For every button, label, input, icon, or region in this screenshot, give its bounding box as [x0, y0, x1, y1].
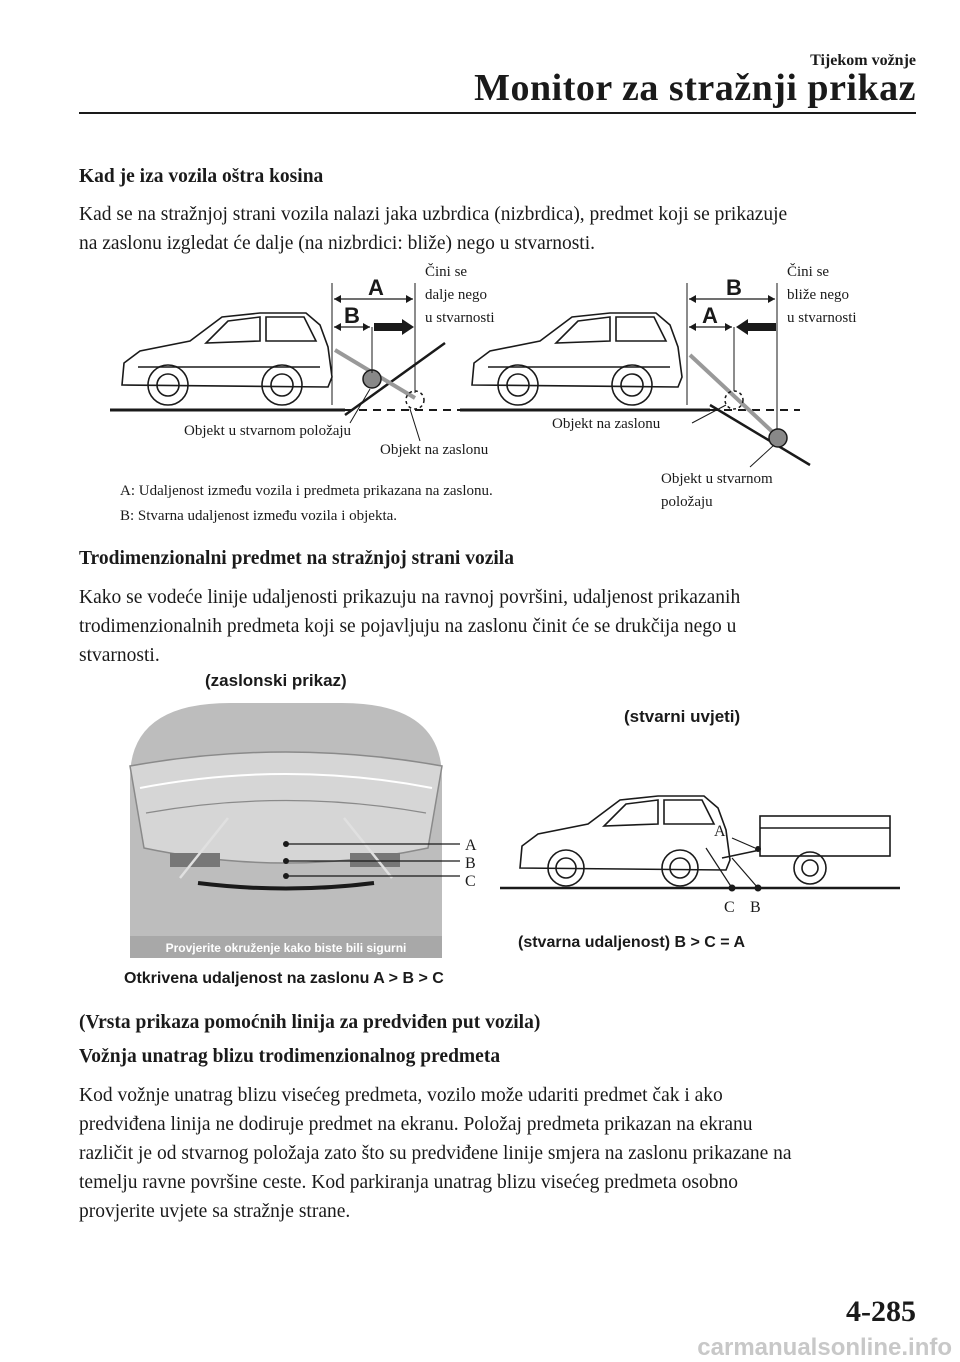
- label-object-screen: Objekt na zaslonu: [380, 442, 489, 458]
- paragraph-3d-object: [79, 583, 929, 670]
- left-note-line: u stvarnosti: [425, 310, 495, 326]
- real-title: (stvarni uvjeti): [624, 707, 741, 726]
- right-note-line: bliže nego: [787, 287, 850, 303]
- legend-a: A: Udaljenost između vozila i predmeta prikazana na zaslonu.: [120, 483, 493, 499]
- paragraph-slope: [79, 200, 929, 258]
- paragraph-line: na zaslonu izgledat će dalje (na nizbrdici: bliže) nego u stvarnosti.: [79, 233, 596, 254]
- real-label-a: A: [714, 823, 726, 840]
- uphill-slope: [345, 343, 445, 415]
- real-label-b: B: [750, 899, 761, 916]
- paragraph-line: Kako se vodeće linije udaljenosti prikazuju na ravnoj površini, udaljenost prikazanih: [79, 587, 741, 608]
- trailer: [722, 816, 890, 884]
- label-object-real: položaju: [661, 494, 713, 510]
- left-car: [122, 313, 332, 405]
- page-number: 4-285: [846, 1295, 916, 1328]
- page-title: Monitor za stražnji prikaz: [474, 67, 916, 109]
- section-title: Tijekom vožnje: [810, 52, 916, 69]
- paragraph-line: predviđena linija ne dodiruje predmet na ekranu. Položaj predmeta prikazan na ekranu: [79, 1114, 753, 1135]
- object-real-marker: [769, 429, 787, 447]
- right-note-line: u stvarnosti: [787, 310, 857, 326]
- paragraph-line: Kod vožnje unatrag blizu visećeg predmeta, vozilo može udariti predmet čak i ako: [79, 1085, 723, 1106]
- screen-vs-real-figure: [110, 668, 910, 998]
- paragraph-line: trodimenzionalnih predmeta koji se pojavljuju na zaslonu činit će se drukčija nego u: [79, 616, 737, 637]
- screen-warning: Provjerite okruženje kako biste bili sigurni: [165, 941, 407, 955]
- header-rule: [79, 112, 916, 114]
- downhill-slope: [710, 405, 810, 465]
- real-car: [520, 796, 730, 886]
- letter-b: B: [344, 303, 360, 328]
- letter-a: A: [368, 275, 384, 300]
- label-object-screen: Objekt na zaslonu: [552, 416, 661, 432]
- watermark[interactable]: carmanualsonline.info: [697, 1334, 952, 1361]
- slope-figure: [110, 255, 900, 530]
- screen-caption: Otkrivena udaljenost na zaslonu A > B > C: [124, 970, 444, 987]
- real-label-c: C: [724, 899, 735, 916]
- paragraph-reversing: [79, 1081, 929, 1226]
- paragraph-line: provjerite uvjete sa stražnje strane.: [79, 1201, 351, 1222]
- letter-a: A: [702, 303, 718, 328]
- paragraph-line: temelju ravne površine ceste. Kod parkiranja unatrag blizu visećeg predmeta osobno: [79, 1172, 738, 1193]
- real-caption: (stvarna udaljenost) B > C = A: [518, 934, 746, 951]
- heading-slope: Kad je iza vozila oštra kosina: [79, 166, 324, 187]
- paragraph-line: stvarnosti.: [79, 645, 160, 666]
- heading-3d-object: Trodimenzionalni predmet na stražnjoj strani vozila: [79, 548, 514, 569]
- label-object-real: Objekt u stvarnom: [661, 471, 773, 487]
- screen-title: (zaslonski prikaz): [205, 671, 347, 690]
- screen-label-b: B: [465, 855, 476, 872]
- letter-b: B: [726, 275, 742, 300]
- heading-guide-type: (Vrsta prikaza pomoćnih linija za predviđen put vozila): [79, 1012, 541, 1033]
- screen-label-a: A: [465, 837, 477, 854]
- left-note-line: Čini se: [425, 264, 468, 280]
- label-object-real: Objekt u stvarnom položaju: [184, 423, 352, 439]
- right-car: [472, 313, 682, 405]
- heading-reversing: Vožnja unatrag blizu trodimenzionalnog predmeta: [79, 1046, 501, 1067]
- paragraph-line: Kad se na stražnjoj strani vozila nalazi jaka uzbrdica (nizbrdica), predmet koji se prikazuje: [79, 204, 788, 225]
- screen-label-c: C: [465, 873, 476, 890]
- legend-b: B: Stvarna udaljenost između vozila i objekta.: [120, 508, 398, 524]
- left-note-line: dalje nego: [425, 287, 488, 303]
- right-note-line: Čini se: [787, 264, 830, 280]
- paragraph-line: različit je od stvarnog položaja zato što su predviđene linije smjera na zaslonu prikazane na: [79, 1143, 792, 1164]
